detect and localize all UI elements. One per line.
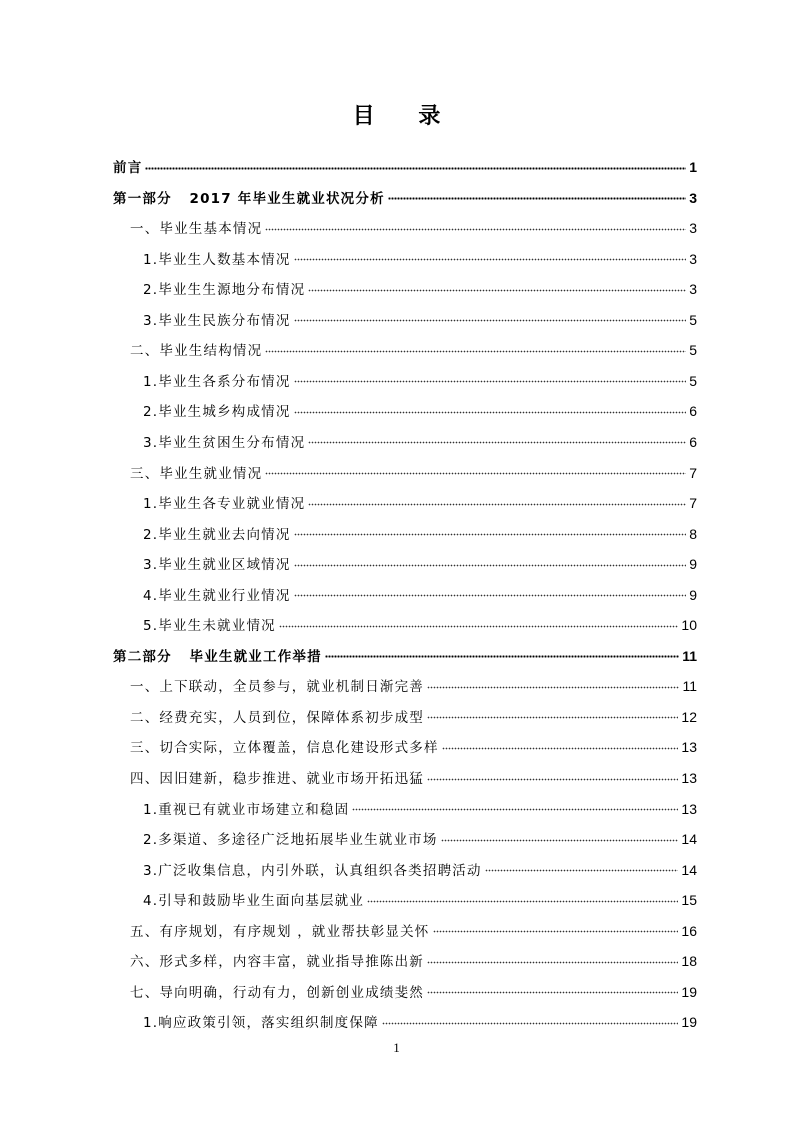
toc-entry-page: 10 (681, 617, 697, 634)
dot-leader (308, 499, 686, 509)
toc-entry-page: 5 (689, 342, 697, 359)
toc-entry-page: 5 (689, 311, 697, 328)
toc-entry[interactable] (130, 702, 697, 732)
toc-entry[interactable] (143, 610, 697, 640)
toc-entry-label: 一、毕业生基本情况 (130, 221, 263, 238)
toc-entry-label: 4.引导和鼓励毕业生面向基层就业 (143, 893, 365, 910)
toc-entry-label: 第二部分 毕业生就业工作举措 (113, 648, 322, 665)
toc-entry[interactable] (130, 916, 697, 946)
toc-entry-label: 一、上下联动，全员参与，就业机制日渐完善 (130, 679, 424, 696)
toc-entry[interactable] (143, 396, 697, 426)
toc-entry[interactable] (143, 794, 697, 824)
toc-entry-page: 13 (681, 770, 697, 786)
toc-entry-label: 5.毕业生未就业情况 (143, 618, 276, 635)
toc-entry-label: 前言 (113, 160, 143, 176)
toc-entry[interactable] (113, 183, 697, 213)
toc-entry-label: 3.毕业生民族分布情况 (143, 312, 291, 329)
toc-entry[interactable] (143, 366, 697, 396)
dot-leader (433, 927, 679, 937)
dot-leader (325, 652, 679, 662)
dot-leader (485, 866, 679, 876)
dot-leader (294, 591, 687, 601)
toc-entry-label: 3.毕业生就业区域情况 (143, 557, 291, 574)
toc-entry[interactable] (143, 580, 697, 610)
toc-entry[interactable] (143, 1007, 697, 1037)
toc-entry-page: 16 (681, 922, 697, 939)
toc-entry-label: 2.多渠道、多途径广泛地拓展毕业生就业市场 (143, 832, 438, 849)
dot-leader (294, 530, 687, 540)
toc-entry[interactable] (143, 549, 697, 579)
toc-entry[interactable] (130, 977, 697, 1007)
toc-entry[interactable] (143, 244, 697, 274)
toc-entry-page: 19 (681, 983, 697, 1000)
toc-entry-label: 六、形式多样，内容丰富，就业指导推陈出新 (130, 954, 424, 971)
toc-entry-label: 2.毕业生生源地分布情况 (143, 282, 306, 299)
toc-entry-label: 4.毕业生就业行业情况 (143, 587, 291, 604)
toc-entry-page: 14 (681, 831, 697, 848)
toc-entry-label: 第一部分 2017 年毕业生就业状况分析 (113, 190, 385, 207)
toc-entry-label: 二、经费充实，人员到位，保障体系初步成型 (130, 709, 424, 726)
dot-leader (427, 682, 679, 692)
toc-entry-label: 四、因旧建新，稳步推进、就业市场开拓迅猛 (130, 771, 424, 787)
dot-leader (265, 224, 686, 234)
toc-entry[interactable] (130, 763, 697, 793)
dot-leader (279, 621, 679, 631)
dot-leader (294, 316, 687, 326)
toc-entry-label: 1.毕业生各专业就业情况 (143, 496, 306, 513)
toc-entry[interactable] (143, 274, 697, 304)
toc-entry-page: 6 (689, 403, 697, 420)
toc-entry[interactable] (130, 213, 697, 243)
toc-entry-page: 9 (689, 556, 697, 573)
toc-entry-page: 13 (681, 739, 697, 756)
toc-entry[interactable] (130, 671, 697, 701)
toc-entry[interactable] (130, 732, 697, 762)
dot-leader (294, 255, 687, 265)
toc-entry-page: 5 (689, 372, 697, 389)
toc-entry[interactable] (113, 641, 697, 671)
toc-entry-label: 3.广泛收集信息，内引外联，认真组织各类招聘活动 (143, 862, 482, 879)
page-number-footer: 1 (393, 1040, 400, 1055)
toc-entry-label: 三、切合实际，立体覆盖，信息化建设形式多样 (130, 740, 439, 757)
dot-leader (442, 743, 679, 753)
toc-entry[interactable] (143, 427, 697, 457)
toc-entry-page: 12 (681, 708, 697, 725)
page-title: 目 录 (352, 104, 459, 129)
toc-entry[interactable] (143, 885, 697, 915)
toc-entry-page: 14 (681, 861, 697, 878)
toc-entry-label: 1.响应政策引领，落实组织制度保障 (143, 1015, 379, 1032)
toc-entry-label: 1.重视已有就业市场建立和稳固 (143, 801, 350, 818)
toc-entry-page: 6 (689, 433, 697, 450)
toc-entry-page: 3 (689, 250, 697, 267)
toc-entry-label: 五、有序规划，有序规划 ，就业帮扶彰显关怀 (130, 923, 430, 940)
dot-leader (145, 163, 686, 173)
dot-leader (308, 438, 686, 448)
toc-entry-page: 19 (681, 1014, 697, 1031)
toc-entry-page: 7 (689, 464, 697, 481)
toc-entry-label: 2.毕业生城乡构成情况 (143, 404, 291, 421)
toc-entry-label: 1.毕业生各系分布情况 (143, 373, 291, 390)
toc-entry-label: 三、毕业生就业情况 (130, 465, 263, 482)
dot-leader (308, 285, 686, 295)
toc-entry[interactable] (130, 458, 697, 488)
dot-leader (352, 805, 678, 815)
toc-entry-label: 2.毕业生就业去向情况 (143, 526, 291, 543)
toc-entry-page: 13 (681, 800, 697, 817)
dot-leader (367, 896, 678, 906)
toc-entry-label: 二、毕业生结构情况 (130, 343, 263, 360)
toc-entry-page: 11 (682, 678, 697, 695)
toc-entry[interactable] (130, 335, 697, 365)
dot-leader (427, 988, 678, 998)
dot-leader (382, 1018, 679, 1028)
toc-entry[interactable] (143, 855, 697, 885)
toc-entry[interactable] (130, 946, 697, 976)
toc-entry-page: 8 (689, 525, 697, 542)
dot-leader (427, 713, 678, 723)
toc-entry-page: 3 (689, 281, 697, 298)
dot-leader (265, 346, 686, 356)
toc-entry-page: 15 (681, 892, 697, 909)
toc-entry-label: 七、导向明确，行动有力，创新创业成绩斐然 (130, 984, 424, 1001)
toc-entry-page: 1 (689, 159, 697, 175)
toc-entry-page: 18 (681, 953, 697, 970)
toc-entry-page: 9 (689, 586, 697, 603)
dot-leader (427, 957, 678, 967)
dot-leader (294, 377, 687, 387)
toc-entry[interactable] (143, 519, 697, 549)
dot-leader (294, 560, 687, 570)
dot-leader (388, 194, 686, 204)
toc-entry[interactable] (143, 488, 697, 518)
dot-leader (294, 407, 687, 417)
toc-entry[interactable] (113, 152, 697, 182)
dot-leader (265, 469, 686, 479)
toc-entry-page: 7 (689, 495, 697, 512)
toc-entry-page: 11 (682, 647, 697, 664)
toc-entry-label: 3.毕业生贫困生分布情况 (143, 434, 306, 451)
toc-entry[interactable] (143, 824, 697, 854)
toc-entry-page: 3 (689, 189, 697, 206)
dot-leader (441, 835, 679, 845)
toc-entry-label: 1.毕业生人数基本情况 (143, 251, 291, 268)
toc-entry[interactable] (143, 305, 697, 335)
dot-leader (427, 774, 678, 784)
toc-entry-page: 3 (689, 220, 697, 237)
